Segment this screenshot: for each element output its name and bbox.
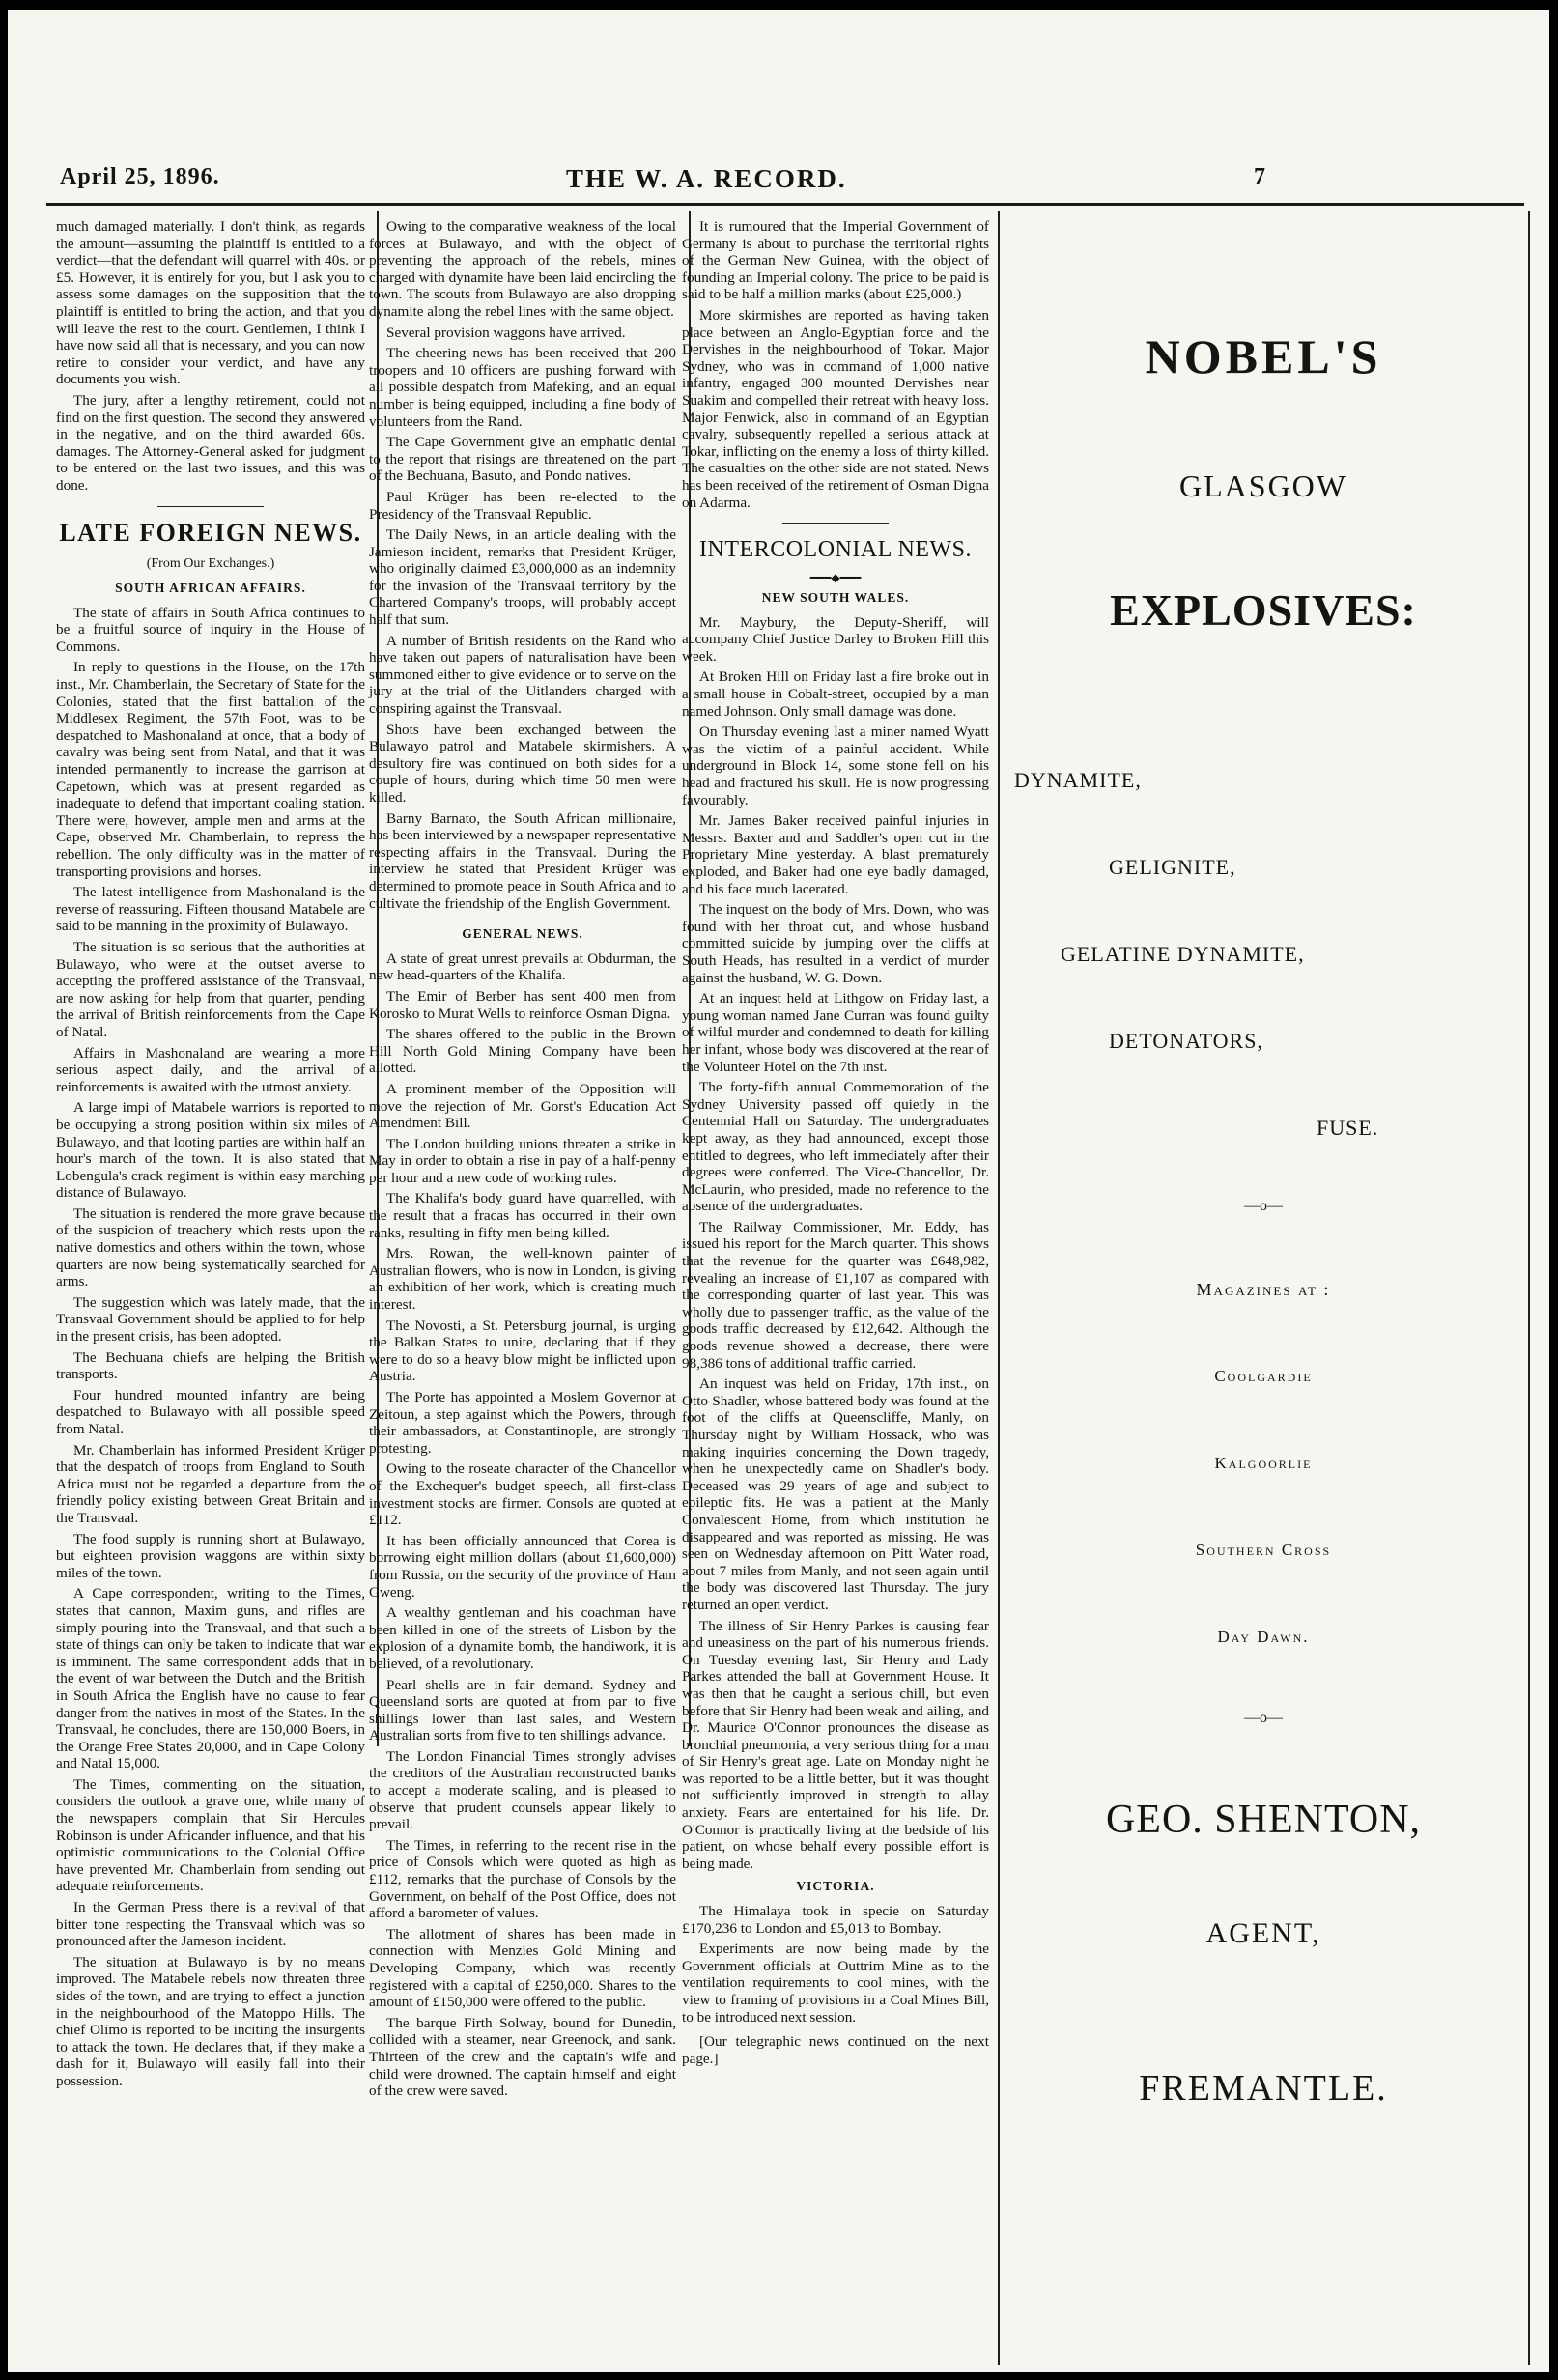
article-heading: NEW SOUTH WALES. [761,590,910,606]
ad-product: EXPLOSIVES: [1110,585,1417,635]
article-paragraph: A prominent member of the Opposition will move the rejection of Mr. Gorst's Education Act Amendment Bill. [369,1080,676,1132]
article-paragraph: In reply to questions in the House, on the 17th inst., Mr. Chamberlain, the Secretary of State for the Colonies, stated that the first battalion of the Middlesex Regiment, the 57th Foot, was to be despatched to Mashonaland at once, that a body of cavalry was being sent from Natal, and that it was intended permanently to increase the garrison at Capetown, which was at present regarded as inadequate to defend that important coaling station. There were, however, ample men and arms at the Cape, observed Mr. Chamberlain, to repress the rebellion. The only difficulty was in the matter of transporting provisions and horses. [56,659,365,880]
article-paragraph: A Cape correspondent, writing to the Times, states that cannon, Maxim guns, and rifles are simply pouring into the Transvaal, and that such a state of things can only be taken to indicate that war is imminent. The same correspondent adds that in the event of war between the Dutch and the British in South Africa the English have no cause to fear danger from the natives in most of the States. In the Transvaal, he concludes, there are 150,000 Boers, in the Orange Free States 20,000, and in Cape Colony and Natal 15,000. [56,1585,365,1772]
article-paragraph: The situation is so serious that the authorities at Bulawayo, who were at the outset averse to accepting the proffered assistance of the Transvaal, are now asking for help from that quarter, pending the arrival of British reinforcements from the Cape of Natal. [56,938,365,1040]
article-paragraph: Several provision waggons have arrived. [386,324,626,341]
article-paragraph: The forty-fifth annual Commemoration of the Sydney University passed off quietly in the Centennial Hall on Saturday. The undergraduates kept away, as they had announced, except those entitled to degrees, who left immediately after their degrees were conferred. The Vice-Chancellor, Dr. McLaurin, who presided, made no reference to the absence of the undergraduates. [682,1079,989,1215]
page-number: 7 [1254,164,1266,189]
article-paragraph: much damaged materially. I don't think, as regards the amount—assuming the plaintiff is entitled to a verdict—that the defendant will quarrel with 40s. or £5. However, it is entirely for you, but I ask you to assess some damages on the supposition that the plaintiff is entitled to bring the action, and that you will leave the rest to the court. Gentlemen, I think I have now said all that is necessary, and you can now retire to consider your verdict, and have any documents you wish. [56,218,365,388]
article-paragraph: Shots have been exchanged between the Bulawayo patrol and Matabele skirmishers. A desultory fire was continued on both sides for a couple of hours, during which time 50 men were killed. [369,721,676,806]
article-paragraph: The Khalifa's body guard have quarrelled, with the result that a fracas has occurred in their own ranks, resulting in fifty men being killed. [369,1190,676,1241]
article-paragraph: It is rumoured that the Imperial Government of Germany is about to purchase the territorial rights of the German New Guinea, with the object of founding an Imperial colony. The price to be paid is said to be half a million marks (about £25,000.) [682,218,989,303]
article-paragraph: A large impi of Matabele warriors is reported to be occupying a strong position within six miles of Bulawayo, and that looting parties are within half an hour's march of the town. It is also stated that Lobengula's crack regiment is within easy marching distance of Bulawayo. [56,1099,365,1202]
article-paragraph: The illness of Sir Henry Parkes is causing fear and uneasiness on the part of his numerous friends. On Tuesday evening last, Sir Henry and Lady Parkes attended the ball at Government House. It was then that he caught a serious chill, but even before that Sir Henry had been weak and ailing, and Dr. Maurice O'Connor pronounces the disease as bronchial pneumonia, a very serious thing for a man of Sir Henry's great age. Late on Monday night he was reported to be a little better, but it was thought not sufficiently improved in strength to allay anxiety. Fears are entertained for his life. Dr. O'Connor is practically living at the bedside of his patient, on whose behalf every possible effort is being made. [682,1617,989,1872]
section-heading: LATE FOREIGN NEWS. [59,518,362,547]
header-rule [46,203,1524,206]
article-heading: SOUTH AFRICAN AFFAIRS. [115,581,306,596]
article-paragraph: Barny Barnato, the South African millionaire, has been interviewed by a newspaper representative respecting affairs in the Transvaal. During the interview he stated that President Krüger was determined to promote peace in South Africa and to cultivate the friendship of the English Government. [369,809,676,912]
article-paragraph: At an inquest held at Lithgow on Friday last, a young woman named Jane Curran was found guilty of wilful murder and condemned to death for killing her infant, whose body was discovered at the rear of the Volunteer Hotel on the 7th inst. [682,990,989,1075]
article-paragraph: Pearl shells are in fair demand. Sydney and Queensland sorts are quoted at from par to five shillings lower than last sales, and Western Australian sorts from five to ten shillings advance. [369,1676,676,1744]
article-paragraph: Mr. James Baker received painful injuries in Messrs. Baxter and and Saddler's open cut in the Proprietary Mine yesterday. A blast prematurely exploded, and Baker had one eye badly damaged, and his face much lacerated. [682,812,989,897]
ad-item: GELIGNITE, [1109,855,1236,879]
article-paragraph: The suggestion which was lately made, that the Transvaal Government should be applied to for help in the present crisis, has been adopted. [56,1293,365,1346]
article-paragraph: The Novosti, a St. Petersburg journal, is urging the Balkan States to unite, declaring that if they were to do so a heavy blow might be inflicted upon Austria. [369,1317,676,1385]
article-paragraph: The Times, in referring to the recent rise in the price of Consols which were quoted as high as £112, remarks that the purchase of Consols by the Government, on behalf of the Post Office, does not afford a barometer of values. [369,1836,676,1922]
column-3 [682,218,989,2071]
article-paragraph: The London Financial Times strongly advises the creditors of the Australian reconstructed banks to accept a moderate scaling, and is pleased to observe that prudent counsels appear likely to prevail. [369,1747,676,1833]
column-rule [998,211,1000,2365]
ornament-divider: ━━━◆━━━ [809,571,862,585]
ad-item: GELATINE DYNAMITE, [1061,942,1305,966]
article-paragraph: The state of affairs in South Africa continues to be a fruitful source of inquiry in the House of Commons. [56,604,365,655]
article-paragraph: The London building unions threaten a strike in May in order to obtain a rise in pay of a half-penny per hour and a new code of working rules. [369,1135,676,1186]
article-paragraph: The cheering news has been received that 200 troopers and 10 officers are pushing forward with all possible despatch from Mafeking, and an equal number is being equipped, including a fine body of volunteers from the Rand. [369,345,676,430]
column-1 [56,218,365,2094]
section-divider [782,523,889,524]
article-paragraph: An inquest was held on Friday, 17th inst., on Otto Shadler, whose battered body was found at the foot of the cliffs at Queenscliffe, Manly, on Thursday night by William Hossack, who was making inquiries concerning the Down tragedy, when he unexpectedly came on Shadler's body. Deceased was 29 years of age and subject to epileptic fits. He was a patient at the Manly Convalescent Home, from which institution he disappeared and was reported as missing. He was seen on Wednesday afternoon on Pitt Water road, about 7 miles from Manly, and not seen again until the body was discovered last Thursday. The jury returned an open verdict. [682,1375,989,1613]
article-paragraph: Mr. Maybury, the Deputy-Sheriff, will accompany Chief Justice Darley to Broken Hill this week. [682,613,989,665]
article-paragraph: The Himalaya took in specie on Saturday £170,236 to London and £5,013 to Bombay. [682,1903,989,1937]
article-paragraph: It has been officially announced that Corea is borrowing eight million dollars (about £1,600,000) from Russia, on the security of the province of Ham Gweng. [369,1532,676,1601]
section-divider [157,506,264,507]
masthead: THE W. A. RECORD. [566,164,847,193]
article-paragraph: The latest intelligence from Mashonaland is the reverse of reassuring. Fifteen thousand Matabele are said to be manning in the proximity of Bulawayo. [56,884,365,935]
section-subheading: (From Our Exchanges.) [146,555,275,571]
article-paragraph: Owing to the roseate character of the Chancellor of the Exchequer's budget speech, all first-class investment stocks are firmer. Consols are quoted at £112. [369,1460,676,1529]
article-paragraph: A wealthy gentleman and his coachman have been killed in one of the streets of Lisbon by the explosion of a dynamite bomb, the handiwork, it is believed, of a revolutionary. [369,1604,676,1672]
ad-place: Coolgardie [1214,1367,1313,1385]
ad-magazines: Magazines at : [1196,1280,1331,1299]
article-paragraph: More skirmishes are reported as having taken place between an Anglo-Egyptian force and the Dervishes in the neighbourhood of Tokar. Major Sydney, who was in command of 1,000 native infantry, engaged 300 mounted Dervishes near Suakim and compelled their retreat with heavy loss. Major Fenwick, also in command of an Egyptian cavalry, subsequently repelled a serious attack at Tokar, inflicting on the enemy a loss of thirty killed. The casualties on the other side are not stated. News has been received of the retirement of Osman Digna on Adarma. [682,306,989,511]
article-paragraph: The shares offered to the public in the Brown Hill North Gold Mining Company have been allotted. [369,1026,676,1077]
article-paragraph: The barque Firth Solway, bound for Dunedin, collided with a steamer, near Greenock, and sank. Thirteen of the crew and the captain's wife and child were drowned. The captain himself and eight of the crew were saved. [369,2014,676,2100]
article-paragraph: A number of British residents on the Rand who have taken out papers of naturalisation have been summoned either to give evidence or to serve on the jury at the trial of the Uitlanders charged with conspiring against the Transvaal. [369,632,676,718]
issue-date: April 25, 1896. [60,164,220,189]
article-paragraph: The Cape Government give an emphatic denial to the report that risings are threatened on the part of the Bechuana, Basuto, and Pondo natives. [369,434,676,485]
ad-place: Day Dawn. [1217,1628,1310,1646]
article-paragraph: The Daily News, in an article dealing with the Jamieson incident, remarks that President Krüger, who originally claimed £3,000,000 as an indemnity for the invasion of the Transvaal territory by the Chartered Company's troops, will probably accept half that sum. [369,526,676,629]
ad-place: Southern Cross [1195,1541,1332,1559]
article-paragraph: Affairs in Mashonaland are wearing a more serious aspect daily, and the arrival of reinforcements is awaited with the utmost anxiety. [56,1044,365,1095]
article-paragraph: The Times, commenting on the situation, considers the outlook a grave one, while many of the newspapers complain that Sir Hercules Robinson is under Africander influence, and that his optimistic communications to the Colonial Office have prevented Mr. Chamberlain from sending out adequate reinforcements. [56,1775,365,1895]
ad-divider: —o— [1244,1198,1283,1214]
article-paragraph: A state of great unrest prevails at Obdurman, the new head-quarters of the Khalifa. [369,949,676,984]
article-paragraph: The Bechuana chiefs are helping the British transports. [56,1348,365,1383]
ad-item: DETONATORS, [1109,1029,1263,1053]
continuation-note: [Our telegraphic news continued on the next page.] [682,2033,989,2067]
ad-agent-title: AGENT, [1205,1917,1321,1949]
ad-place: Kalgoorlie [1214,1454,1313,1472]
article-paragraph: The inquest on the body of Mrs. Down, who was found with her throat cut, and whose husband committed suicide by jumping over the cliffs at South Heads, has resulted in a verdict of murder against the husband, W. G. Down. [682,901,989,986]
article-paragraph: Mrs. Rowan, the well-known painter of Australian flowers, who is now in London, is giving an exhibition of her work, which is creating much interest. [369,1245,676,1314]
column-2 [369,218,676,2104]
ad-brand: NOBEL'S [1145,329,1382,383]
article-heading: VICTORIA. [796,1879,875,1894]
article-paragraph: At Broken Hill on Friday last a fire broke out in a small house in Cobalt-street, occupied by a man named Johnson. Only small damage was done. [682,668,989,720]
newspaper-page [8,10,1549,2372]
ad-item: FUSE. [1317,1116,1379,1140]
article-paragraph: The Porte has appointed a Moslem Governor at Zeitoun, a step against which the Powers, through their ambassadors, at Constantinople, are strongly protesting. [369,1389,676,1457]
article-paragraph: The Emir of Berber has sent 400 men from Korosko to Murat Wells to reinforce Osman Digna. [369,987,676,1022]
column-rule [1528,211,1530,2365]
section-heading: GENERAL NEWS. [462,926,583,942]
article-paragraph: Paul Krüger has been re-elected to the Presidency of the Transvaal Republic. [369,488,676,523]
article-paragraph: The jury, after a lengthy retirement, could not find on the first question. The second they answered in the negative, and on the third awarded 60s. damages. The Attorney-General asked for judgment to be entered on the last two issues, and this was done. [56,391,365,494]
article-paragraph: Owing to the comparative weakness of the local forces at Bulawayo, and with the object of preventing the approach of the rebels, mines charged with dynamite have been laid encircling the town. The scouts from Bulawayo are also dropping dynamite along the rebel lines with the same object. [369,218,676,320]
section-heading: INTERCOLONIAL NEWS. [699,537,972,563]
article-paragraph: The allotment of shares has been made in connection with Menzies Gold Mining and Developing Company, which was recently registered with a capital of £250,000. Shares to the amount of £150,000 were offered to the public. [369,1925,676,2011]
ad-item: DYNAMITE, [1014,768,1142,792]
article-paragraph: Four hundred mounted infantry are being despatched to Bulawayo with all possible speed from Natal. [56,1386,365,1437]
article-paragraph: The situation at Bulawayo is by no means improved. The Matabele rebels now threaten three sides of the town, and are trying to effect a junction in the neighbourhood of the Matoppo Hills. The chief Olimo is reported to be inciting the insurgents to attack the town. He declares that, if they make a dash for it, Bulawayo will easily fall into their possession. [56,1953,365,2089]
ad-agent-name: GEO. SHENTON, [1105,1798,1422,1842]
ad-city: GLASGOW [1179,468,1347,503]
article-paragraph: In the German Press there is a revival of that bitter tone respecting the Transvaal which was so pronounced after the Jameson incident. [56,1899,365,1950]
article-paragraph: The food supply is running short at Bulawayo, but eighteen provision waggons are within sixty miles of the town. [56,1530,365,1581]
article-paragraph: The Railway Commissioner, Mr. Eddy, has issued his report for the March quarter. This shows that the revenue for the quarter was £648,982, revealing an increase of £1,107 as compared with the corresponding quarter of last year. This was wholly due to passenger traffic, as the value of the goods traffic decreased by £12,642. Although the goods revenue showed a decrease, there were 98,386 tons of additional traffic carried. [682,1218,989,1372]
article-paragraph: Experiments are now being made by the Government officials at Outtrim Mine as to the ventilation requirements to cool mines, with the view to framing of provisions in a Coal Mines Bill, to be introduced next session. [682,1941,989,2026]
ad-divider: —o— [1244,1710,1283,1726]
article-paragraph: The situation is rendered the more grave because of the suspicion of treachery which rests upon the native domestics and others within the town, whose quarters are now being systematically searched for arms. [56,1204,365,1290]
article-paragraph: On Thursday evening last a miner named Wyatt was the victim of a painful accident. While underground in Block 14, some stone fell on his head and fractured his skull. He is now progressing favourably. [682,723,989,808]
ad-agent-city: FREMANTLE. [1139,2068,1388,2109]
article-paragraph: Mr. Chamberlain has informed President Krüger that the despatch of troops from England to South Africa must not be regarded a departure from the friendly policy existing between Great Britain and the Transvaal. [56,1441,365,1526]
